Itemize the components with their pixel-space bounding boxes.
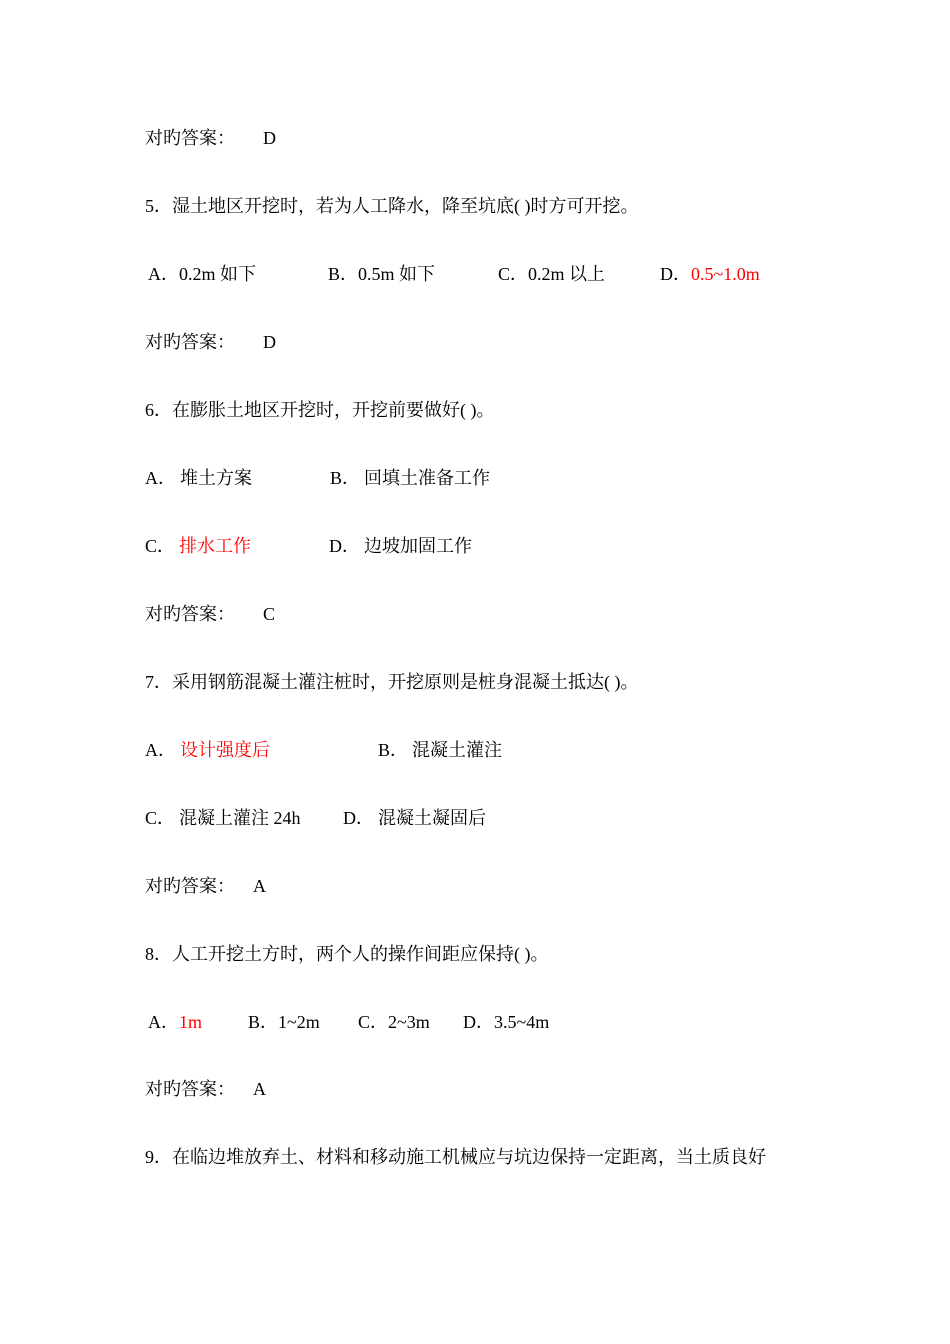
option-letter: A． [145, 740, 176, 760]
option-text: 2~3m [388, 1012, 430, 1032]
option-letter: B． [328, 264, 359, 284]
answer-label: 对旳答案： [145, 332, 235, 352]
option-c-q8 [358, 1010, 430, 1034]
option-text-correct: 设计强度后 [180, 740, 270, 760]
option-text: 边坡加固工作 [364, 536, 472, 556]
option-letter: A． [148, 1012, 179, 1032]
answer-line-q8 [145, 1077, 266, 1101]
answer-label: 对旳答案： [145, 604, 235, 624]
option-text: 0.2m 如下 [179, 264, 257, 284]
option-letter: D． [343, 808, 374, 828]
option-letter: B． [378, 740, 409, 760]
option-letter: B． [248, 1012, 279, 1032]
answer-line-q4 [145, 126, 276, 150]
question-stem-q9: 9．在临边堆放弃土、材料和移动施工机械应与坑边保持一定距离，当土质良好 [145, 1147, 766, 1167]
option-d-q8 [463, 1010, 549, 1034]
answer-value: D [263, 128, 276, 148]
option-letter: D． [329, 536, 360, 556]
answer-label: 对旳答案： [145, 876, 235, 896]
answer-line-q5 [145, 330, 276, 354]
option-a-q6 [145, 466, 252, 490]
answer-label: 对旳答案： [145, 1079, 235, 1099]
option-text: 混凝上灌注 24h [179, 808, 301, 828]
question-stem-q5: 5．湿土地区开挖时，若为人工降水，降至坑底( )时方可开挖。 [145, 196, 639, 216]
question-stem-q8: 8．人工开挖土方时，两个人的操作间距应保持( )。 [145, 944, 549, 964]
answer-value: D [263, 332, 276, 352]
option-letter: A． [145, 468, 176, 488]
option-c-q6 [145, 534, 251, 558]
option-d-q5 [660, 262, 760, 286]
answer-value: A [253, 876, 266, 896]
option-letter: D． [463, 1012, 494, 1032]
option-text: 混凝土灌注 [412, 740, 503, 760]
option-letter: A． [148, 264, 179, 284]
option-a-q7 [145, 738, 270, 762]
answer-value: C [263, 604, 276, 624]
option-b-q8 [248, 1010, 320, 1034]
option-b-q5 [328, 262, 435, 286]
answer-line-q7 [145, 874, 266, 898]
option-c-q7 [145, 806, 301, 830]
option-b-q7 [378, 738, 502, 762]
option-letter: C． [145, 808, 176, 828]
option-d-q6 [329, 534, 472, 558]
option-c-q5 [498, 262, 605, 286]
question-stem-q7: 7．采用钢筋混凝土灌注桩时，开挖原则是桩身混凝土抵达( )。 [145, 672, 639, 692]
answer-label: 对旳答案： [145, 128, 235, 148]
option-text: 回填土准备工作 [364, 468, 491, 488]
option-text-correct: 0.5~1.0m [691, 264, 760, 284]
option-b-q6 [330, 466, 490, 490]
option-text-correct: 排水工作 [179, 536, 252, 556]
answer-value: A [253, 1079, 266, 1099]
answer-line-q6 [145, 602, 275, 626]
option-d-q7 [343, 806, 486, 830]
option-text: 混凝土凝固后 [378, 808, 486, 828]
option-text: 堆土方案 [180, 468, 252, 488]
option-text: 1~2m [278, 1012, 320, 1032]
option-letter: C． [358, 1012, 389, 1032]
option-text: 3.5~4m [494, 1012, 550, 1032]
option-a-q5 [148, 262, 256, 286]
question-stem-q6: 6．在膨胀土地区开挖时，开挖前要做好( )。 [145, 400, 495, 420]
option-letter: B． [330, 468, 361, 488]
option-letter: D． [660, 264, 691, 284]
option-text-correct: 1m [179, 1012, 203, 1032]
option-text: 0.2m 以上 [528, 264, 606, 284]
option-text: 0.5m 如下 [358, 264, 436, 284]
option-letter: C． [498, 264, 529, 284]
option-letter: C． [145, 536, 176, 556]
option-a-q8 [148, 1010, 202, 1034]
